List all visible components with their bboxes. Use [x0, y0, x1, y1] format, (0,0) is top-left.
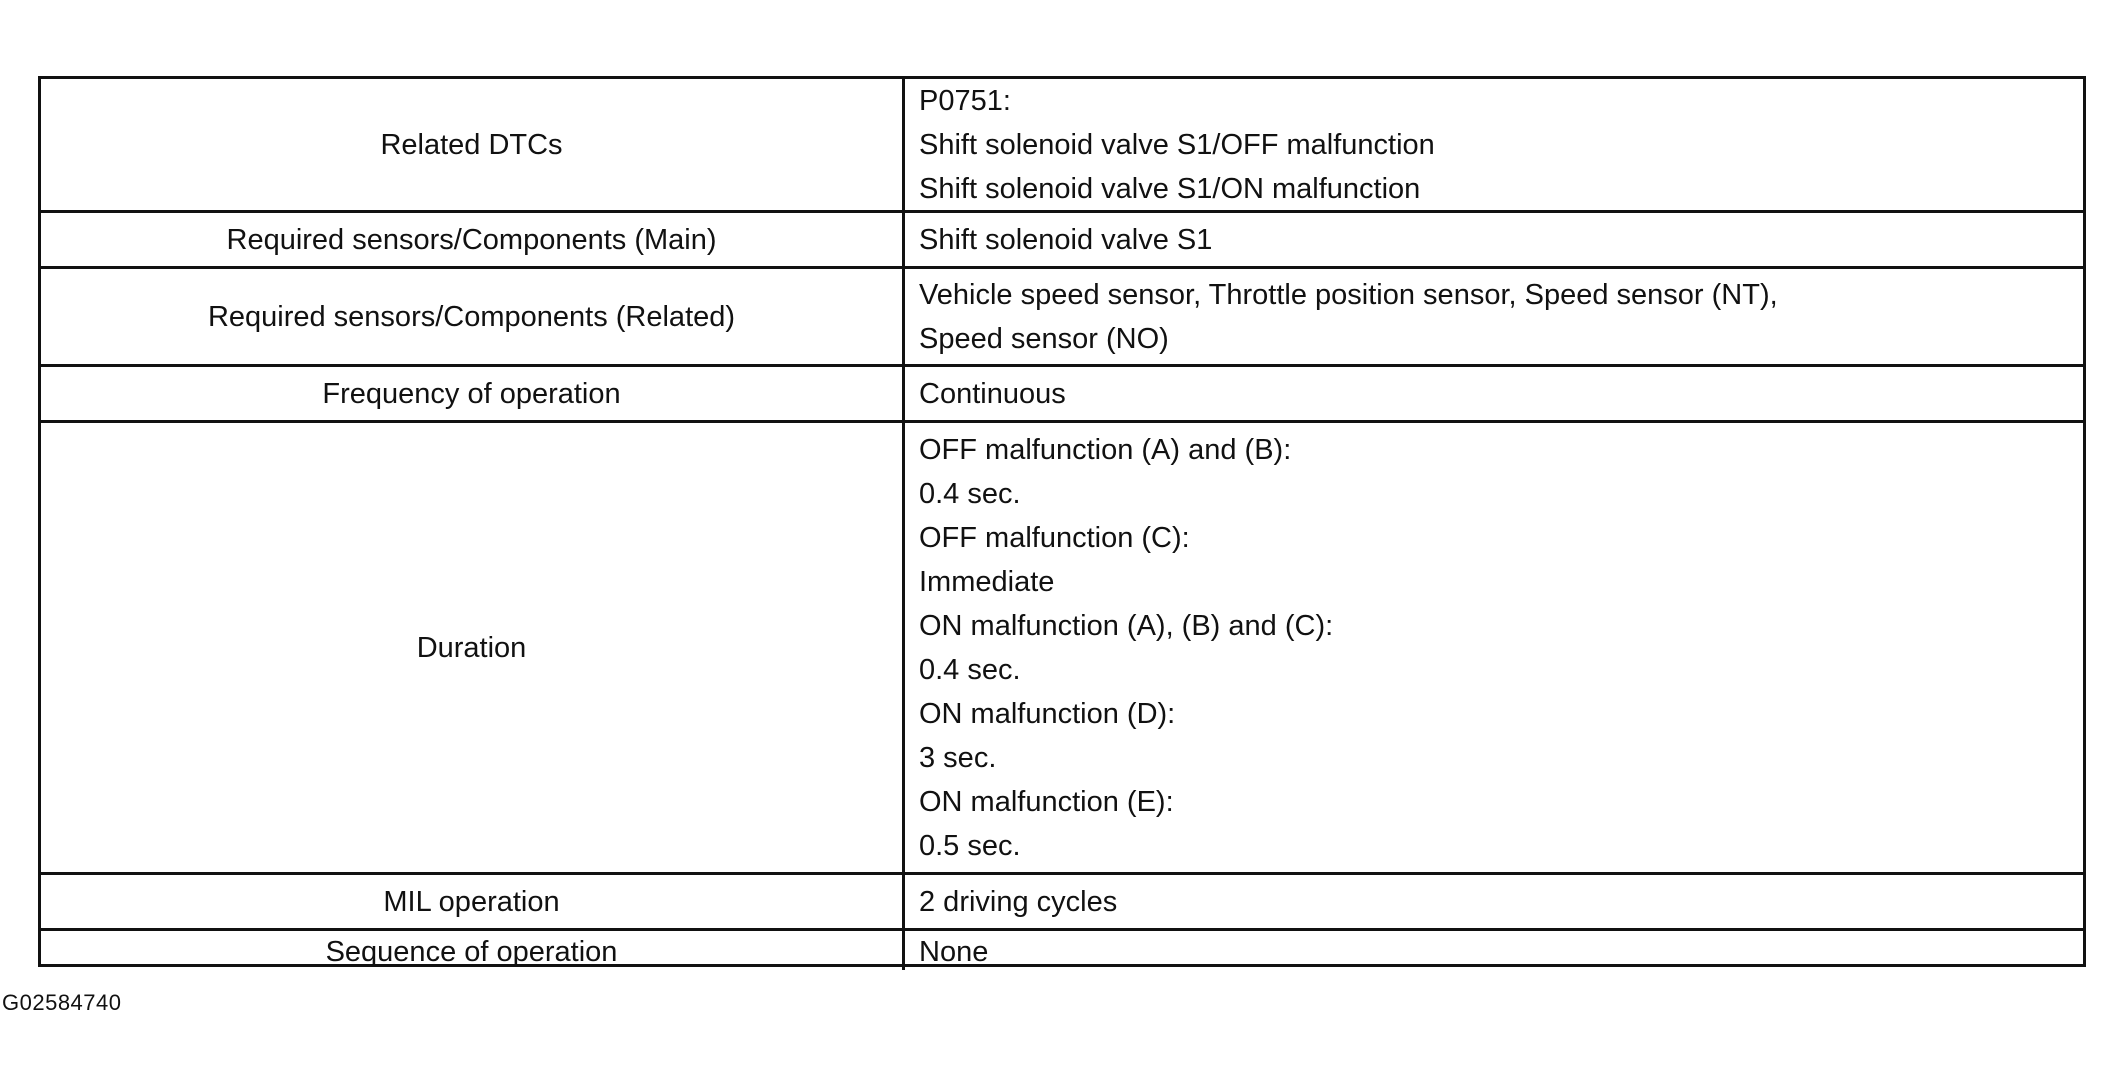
- value-line: P0751:: [919, 84, 1011, 117]
- value-cell: [905, 269, 2083, 367]
- value-line: ON malfunction (E):: [919, 785, 1174, 818]
- value-line: Vehicle speed sensor, Throttle position sensor, Speed sensor (NT),: [919, 278, 1778, 311]
- value-line: ON malfunction (D):: [919, 697, 1176, 730]
- value-cell: [905, 423, 2083, 875]
- value-line: OFF malfunction (A) and (B):: [919, 433, 1292, 466]
- value-line: OFF malfunction (C):: [919, 521, 1190, 554]
- value-cell: [905, 79, 2083, 213]
- value-cell: [905, 931, 2083, 970]
- label-cell: Related DTCs: [41, 79, 905, 213]
- value-cell: [905, 875, 2083, 931]
- value-cell: [905, 213, 2083, 269]
- value-cell: [905, 367, 2083, 423]
- figure-code: G02584740: [2, 990, 122, 1015]
- value-line: Immediate: [919, 565, 1055, 598]
- label-cell: Required sensors/Components (Related): [41, 269, 905, 367]
- value-line: Continuous: [919, 377, 1066, 410]
- label-cell: MIL operation: [41, 875, 905, 931]
- value-line: None: [919, 935, 989, 968]
- value-line: 3 sec.: [919, 741, 997, 774]
- label-cell: Frequency of operation: [41, 367, 905, 423]
- value-line: 0.5 sec.: [919, 829, 1021, 862]
- value-line: Speed sensor (NO): [919, 322, 1169, 355]
- label-cell: Sequence of operation: [41, 931, 905, 970]
- label-cell: Required sensors/Components (Main): [41, 213, 905, 269]
- label-cell: Duration: [41, 423, 905, 875]
- value-line: Shift solenoid valve S1: [919, 223, 1213, 256]
- value-line: 2 driving cycles: [919, 885, 1118, 918]
- value-line: 0.4 sec.: [919, 477, 1021, 510]
- value-line: Shift solenoid valve S1/ON malfunction: [919, 172, 1421, 205]
- value-line: ON malfunction (A), (B) and (C):: [919, 609, 1334, 642]
- value-line: Shift solenoid valve S1/OFF malfunction: [919, 128, 1435, 161]
- spec-table: [38, 76, 2086, 967]
- value-line: 0.4 sec.: [919, 653, 1021, 686]
